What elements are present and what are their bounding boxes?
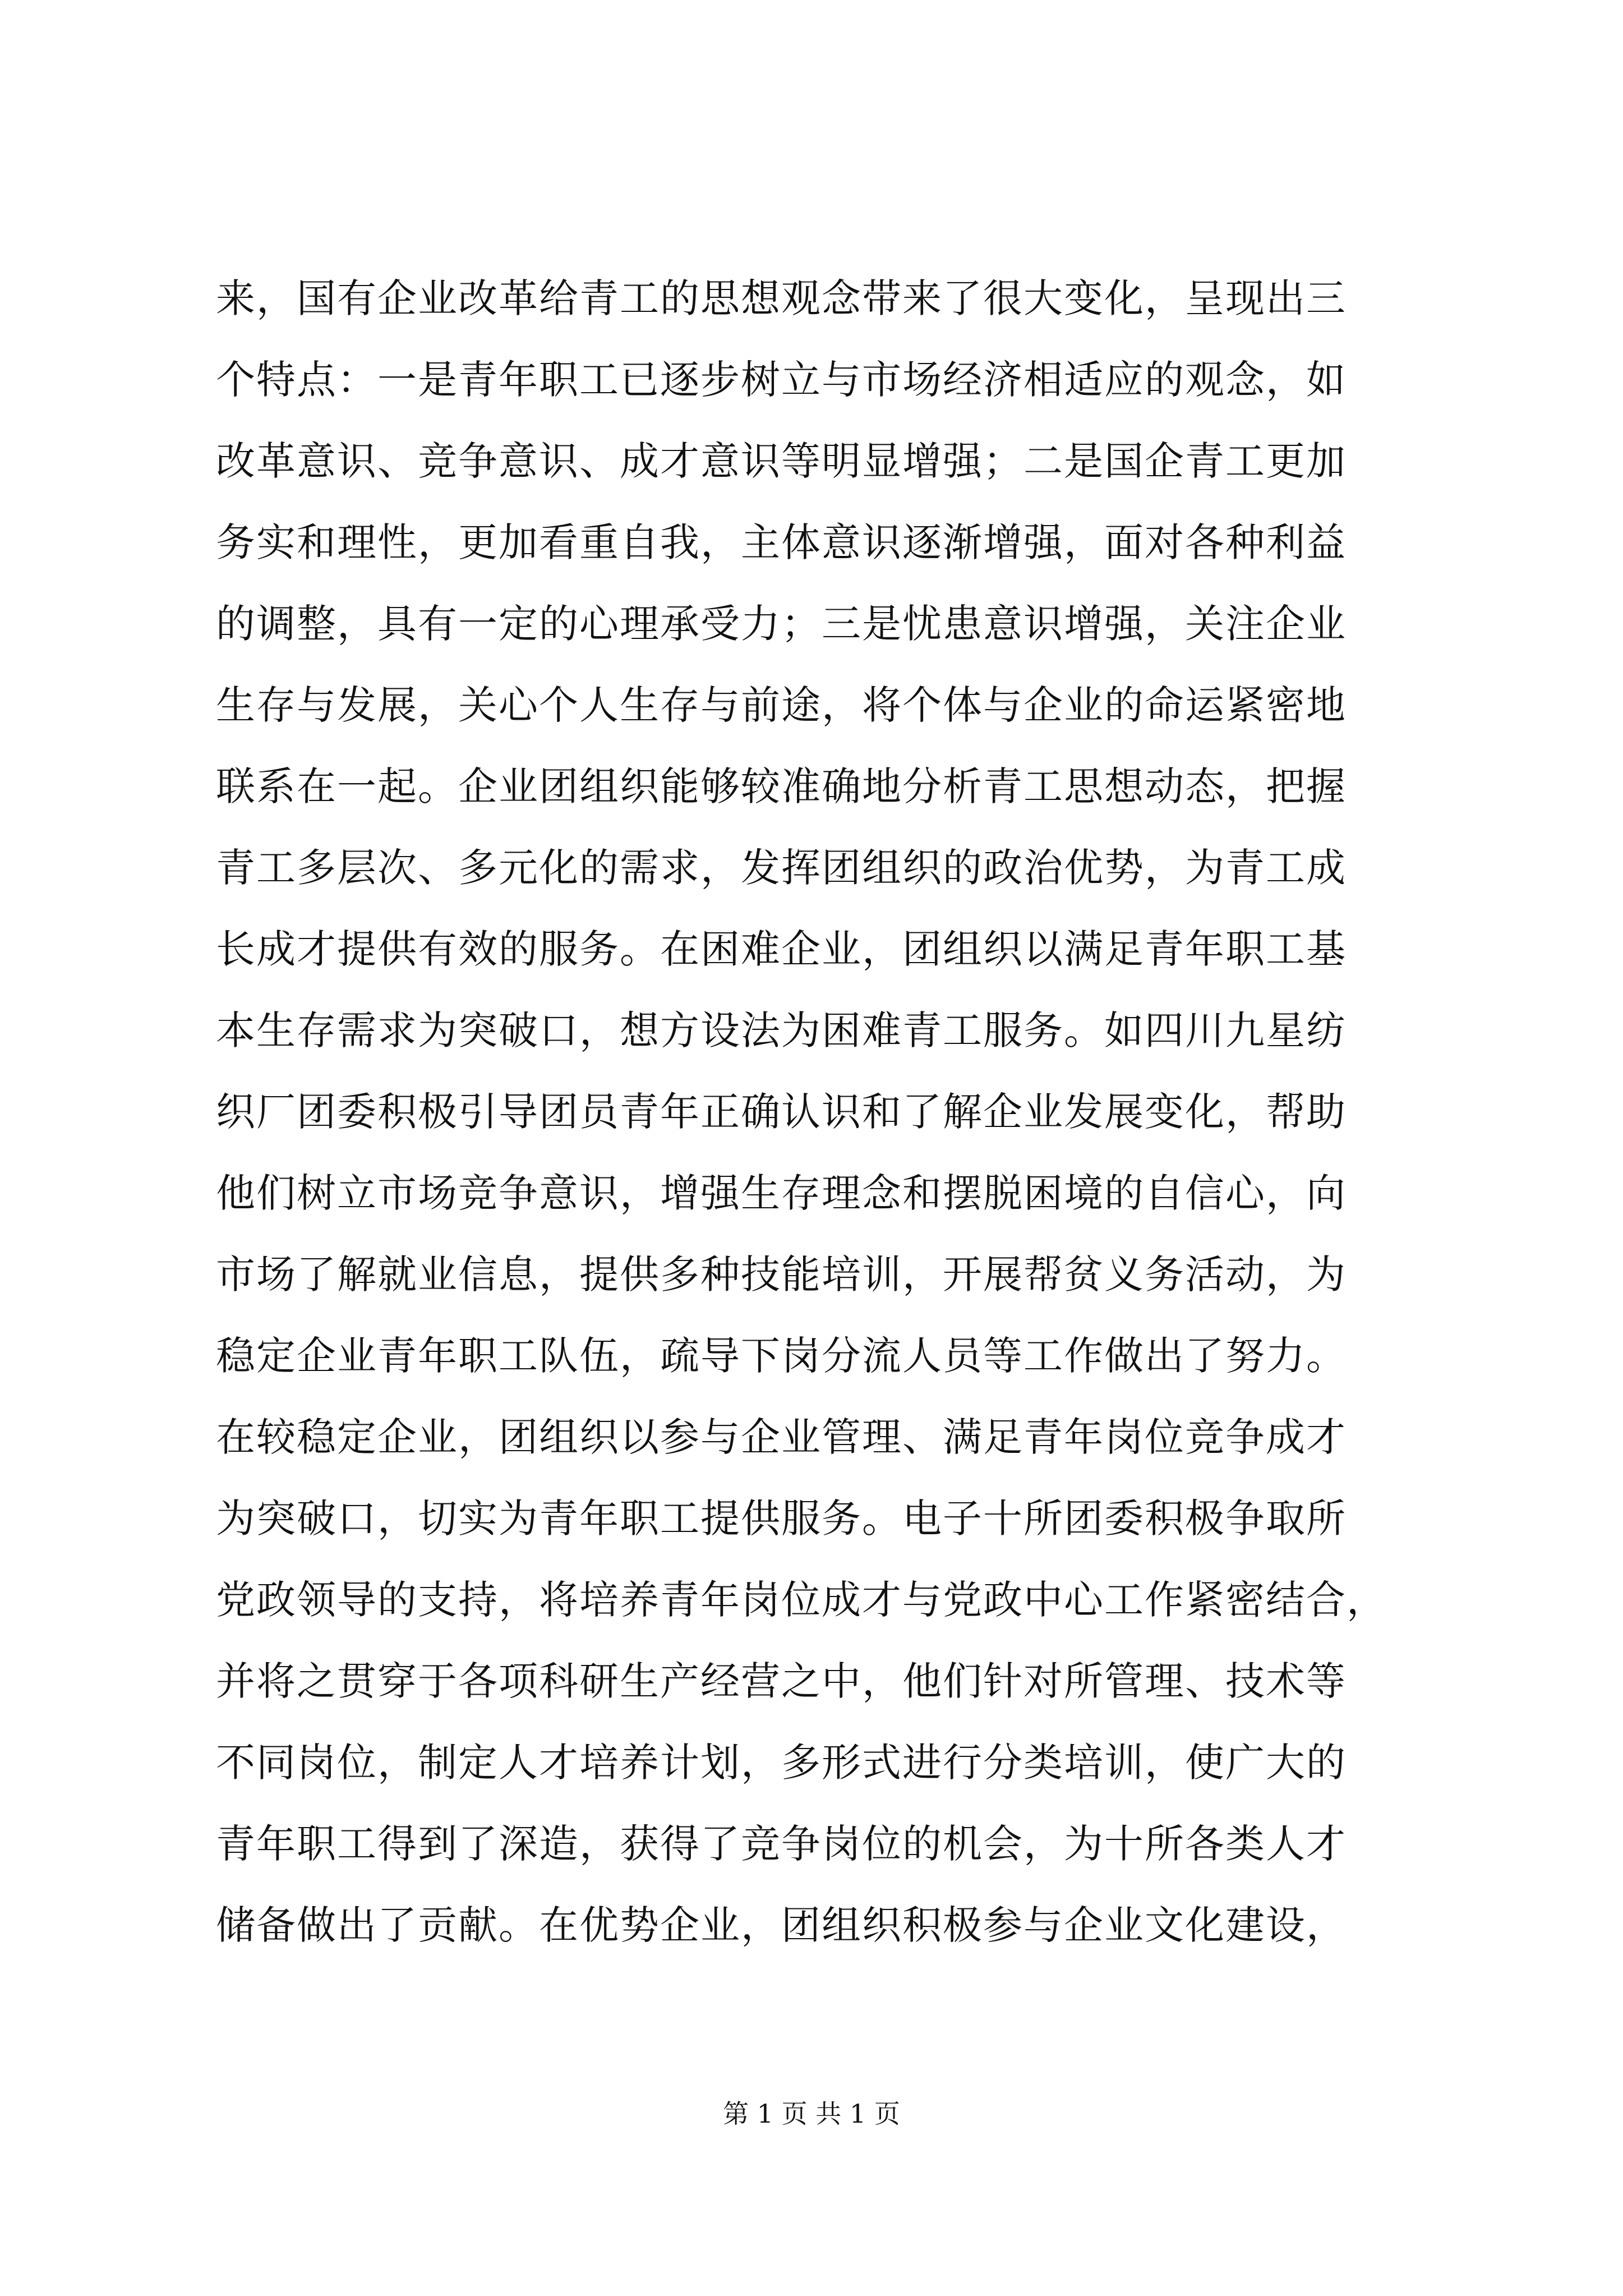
text-line: 稳定企业青年职工队伍，疏导下岗分流人员等工作做出了努力。 <box>216 1333 1347 1379</box>
body-text <box>216 258 1422 1966</box>
text-line: 不同岗位，制定人才培养计划，多形式进行分类培训，使广大的 <box>216 1740 1347 1786</box>
text-line: 储备做出了贡献。在优势企业，团组织积极参与企业文化建设， <box>216 1902 1347 1948</box>
text-line: 联系在一起。企业团组织能够较准确地分析青工思想动态，把握 <box>216 763 1347 809</box>
text-line: 党政领导的支持，将培养青年岗位成才与党政中心工作紧密结合， <box>216 1577 1387 1623</box>
text-line: 个特点：一是青年职工已逐步树立与市场经济相适应的观念，如 <box>216 357 1347 403</box>
text-line: 生存与发展，关心个人生存与前途，将个体与企业的命运紧密地 <box>216 682 1347 728</box>
text-line: 市场了解就业信息，提供多种技能培训，开展帮贫义务活动，为 <box>216 1251 1347 1297</box>
text-line: 来，国有企业改革给青工的思想观念带来了很大变化，呈现出三 <box>216 275 1347 321</box>
text-line: 在较稳定企业，团组织以参与企业管理、满足青年岗位竞争成才 <box>216 1414 1347 1460</box>
text-line: 的调整，具有一定的心理承受力；三是忧患意识增强，关注企业 <box>216 601 1347 647</box>
text-line: 务实和理性，更加看重自我，主体意识逐渐增强，面对各种利益 <box>216 519 1347 565</box>
text-line: 并将之贯穿于各项科研生产经营之中，他们针对所管理、技术等 <box>216 1658 1347 1704</box>
text-line: 青工多层次、多元化的需求，发挥团组织的政治优势，为青工成 <box>216 845 1347 891</box>
text-line: 青年职工得到了深造，获得了竞争岗位的机会，为十所各类人才 <box>216 1821 1347 1867</box>
text-line: 改革意识、竞争意识、成才意识等明显增强；二是国企青工更加 <box>216 438 1347 484</box>
text-line: 他们树立市场竞争意识，增强生存理念和摆脱困境的自信心，向 <box>216 1170 1347 1216</box>
text-line: 为突破口，切实为青年职工提供服务。电子十所团委积极争取所 <box>216 1496 1347 1542</box>
text-line: 本生存需求为突破口，想方设法为困难青工服务。如四川九星纺 <box>216 1007 1347 1053</box>
text-line: 织厂团委积极引导团员青年正确认识和了解企业发展变化，帮助 <box>216 1089 1347 1135</box>
text-line: 长成才提供有效的服务。在困难企业，团组织以满足青年职工基 <box>216 926 1347 972</box>
page-number-footer: 第 1 页 共 1 页 <box>723 2099 900 2129</box>
